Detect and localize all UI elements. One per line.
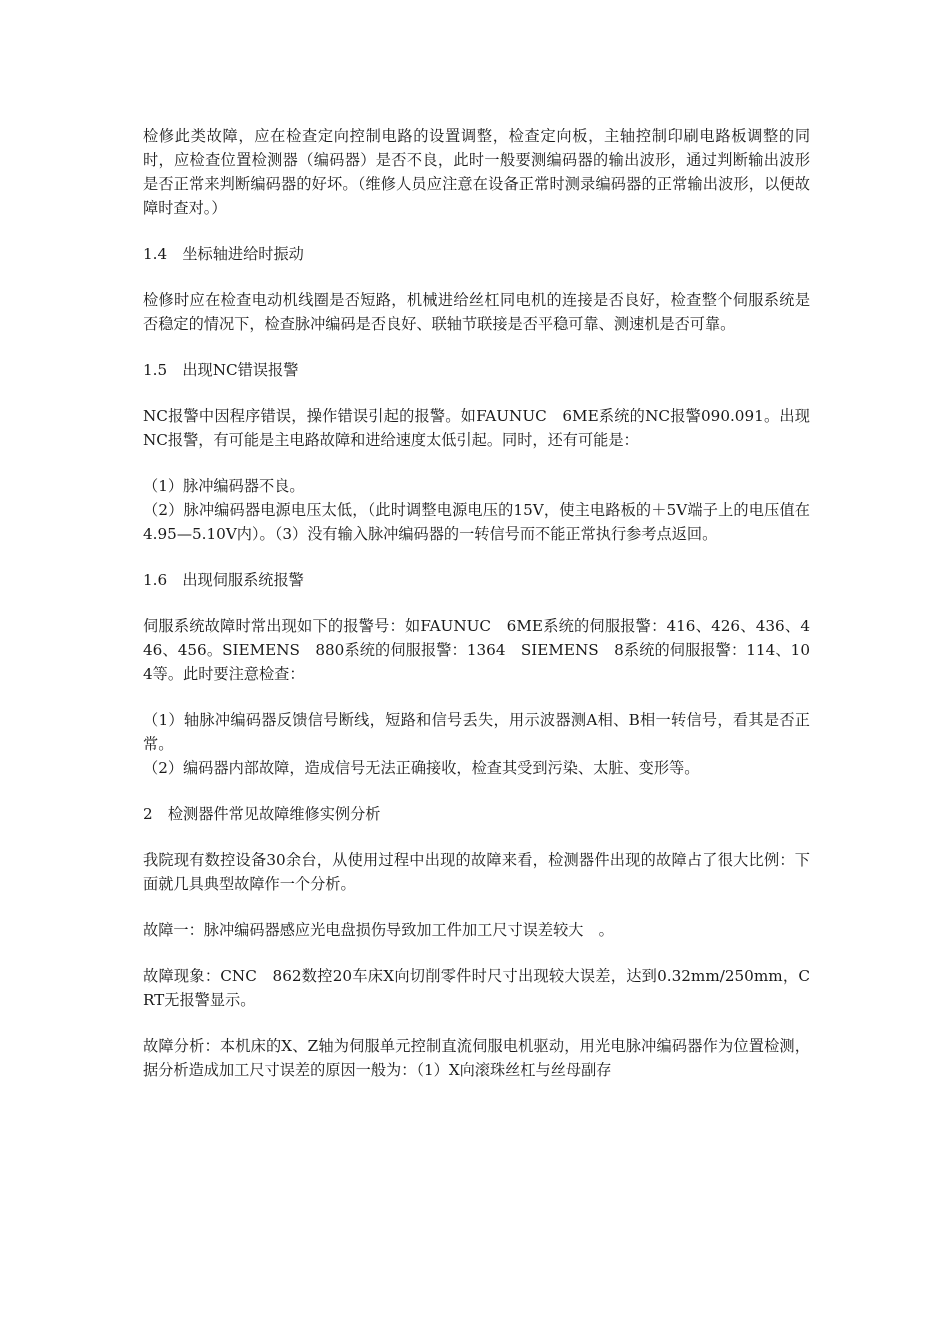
paragraph-1-5: NC报警中因程序错误，操作错误引起的报警。如FAUNUC 6ME系统的NC报警090.091。出现NC报警，有可能是主电路故障和进给速度太低引起。同时，还有可能是： (143, 407, 810, 449)
section-heading-2: 2 检测器件常见故障维修实例分析 (143, 805, 381, 823)
document-page (143, 124, 810, 1082)
fault-one-analysis: 故障分析：本机床的X、Z轴为伺服单元控制直流伺服电机驱动，用光电脉冲编码器作为位置检测，据分析造成加工尺寸误差的原因一般为：（1）X向滚珠丝杠与丝母副存 (143, 1037, 810, 1079)
list-item-1-6-2: （2）编码器内部故障，造成信号无法正确接收，检查其受到污染、太脏、变形等。 (143, 759, 700, 777)
list-item-1-5-2: （2）脉冲编码器电源电压太低，（此时调整电源电压的15V，使主电路板的＋5V端子上的电压值在4.95—5.10V内）。（3）没有输入脉冲编码器的一转信号而不能正常执行参考点返回。 (143, 501, 810, 543)
paragraph-1-6: 伺服系统故障时常出现如下的报警号：如FAUNUC 6ME系统的伺服报警：416、426、436、446、456。SIEMENS 880系统的伺服报警：1364 SIEMENS 8系统的伺服报警：114、104等。此时要注意检查： (143, 617, 810, 683)
list-item-1-6-1: （1）轴脉冲编码器反馈信号断线，短路和信号丢失，用示波器测A相、B相一转信号，看其是否正常。 (143, 711, 810, 753)
section-heading-1-4: 1.4 坐标轴进给时振动 (143, 245, 304, 263)
paragraph-2: 我院现有数控设备30余台，从使用过程中出现的故障来看，检测器件出现的故障占了很大比例：下面就几具典型故障作一个分析。 (143, 851, 810, 893)
paragraph-intro: 检修此类故障，应在检查定向控制电路的设置调整，检查定向板，主轴控制印刷电路板调整的同时，应检查位置检测器（编码器）是否不良，此时一般要测编码器的输出波形，通过判断输出波形是否正常来判断编码器的好坏。（维修人员应注意在设备正常时测录编码器的正常输出波形，以便故障时查对。） (143, 127, 810, 217)
fault-one-title: 故障一：脉冲编码器感应光电盘损伤导致加工件加工尺寸误差较大 。 (143, 921, 614, 939)
section-heading-1-6: 1.6 出现伺服系统报警 (143, 571, 304, 589)
fault-one-phenomenon: 故障现象：CNC 862数控20车床X向切削零件时尺寸出现较大误差，达到0.32mm/250mm，CRT无报警显示。 (143, 967, 810, 1009)
list-item-1-5-1: （1）脉冲编码器不良。 (143, 477, 305, 495)
paragraph-1-4: 检修时应在检查电动机线圈是否短路，机械进给丝杠同电机的连接是否良好，检查整个伺服系统是否稳定的情况下，检查脉冲编码是否良好、联轴节联接是否平稳可靠、测速机是否可靠。 (143, 291, 810, 333)
section-heading-1-5: 1.5 出现NC错误报警 (143, 361, 299, 379)
